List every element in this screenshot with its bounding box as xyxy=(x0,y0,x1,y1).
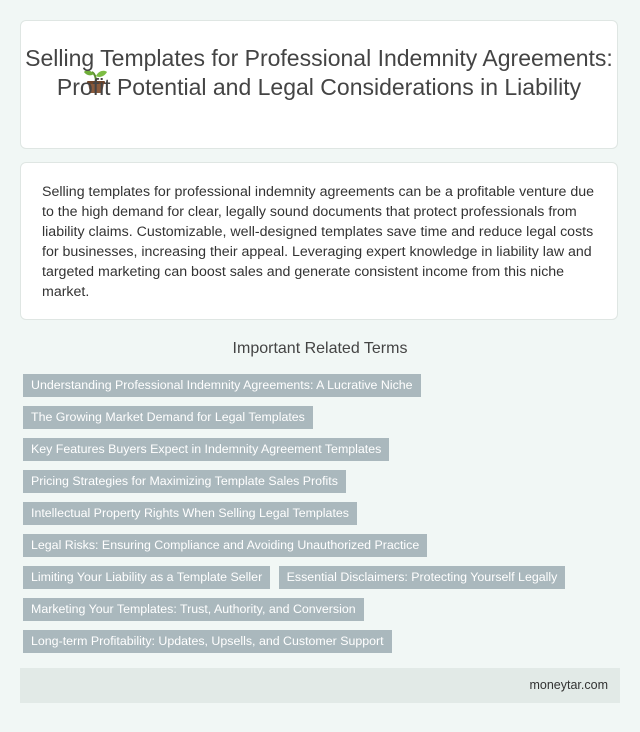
related-term-tag[interactable]: Key Features Buyers Expect in Indemnity Agreement Templates xyxy=(23,438,389,461)
related-term-tag[interactable]: The Growing Market Demand for Legal Templates xyxy=(23,406,313,429)
tag-row xyxy=(23,598,613,630)
title-card xyxy=(20,20,618,149)
footer-bar xyxy=(20,668,620,703)
related-terms-list xyxy=(23,374,613,662)
tag-row xyxy=(23,502,613,534)
intro-card xyxy=(20,162,618,320)
related-term-tag[interactable]: Marketing Your Templates: Trust, Authority, and Conversion xyxy=(23,598,364,621)
related-term-tag[interactable]: Long-term Profitability: Updates, Upsells, and Customer Support xyxy=(23,630,392,653)
tag-row xyxy=(23,534,613,566)
related-term-tag[interactable]: Understanding Professional Indemnity Agreements: A Lucrative Niche xyxy=(23,374,421,397)
related-term-tag[interactable]: Limiting Your Liability as a Template Seller xyxy=(23,566,270,589)
related-terms-heading: Important Related Terms xyxy=(232,340,408,357)
page-title: Selling Templates for Professional Indemnity Agreements: Profit Potential and Legal Considerations in Liability xyxy=(25,45,613,100)
related-term-tag[interactable]: Intellectual Property Rights When Selling Legal Templates xyxy=(23,502,357,525)
intro-text: Selling templates for professional indemnity agreements can be a profitable venture due to the high demand for clear, legally sound documents that protect professionals from liability claims. Customizable, well-designed templates save time and reduce legal costs for businesses, increasing their appeal. Leveraging expert knowledge in liability law and targeted marketing can boost sales and generate consistent income from this niche market. xyxy=(42,184,595,300)
tag-row xyxy=(23,566,613,598)
tag-row xyxy=(23,438,613,470)
footer-site-link[interactable]: moneytar.com xyxy=(529,678,608,692)
related-term-tag[interactable]: Legal Risks: Ensuring Compliance and Avoiding Unauthorized Practice xyxy=(23,534,427,557)
title-wrap xyxy=(21,44,617,102)
tag-row xyxy=(23,630,613,662)
related-term-tag[interactable]: Essential Disclaimers: Protecting Yourself Legally xyxy=(279,566,566,589)
tag-row xyxy=(23,374,613,406)
related-term-tag[interactable]: Pricing Strategies for Maximizing Template Sales Profits xyxy=(23,470,346,493)
tag-row xyxy=(23,406,613,438)
tag-row xyxy=(23,470,613,502)
